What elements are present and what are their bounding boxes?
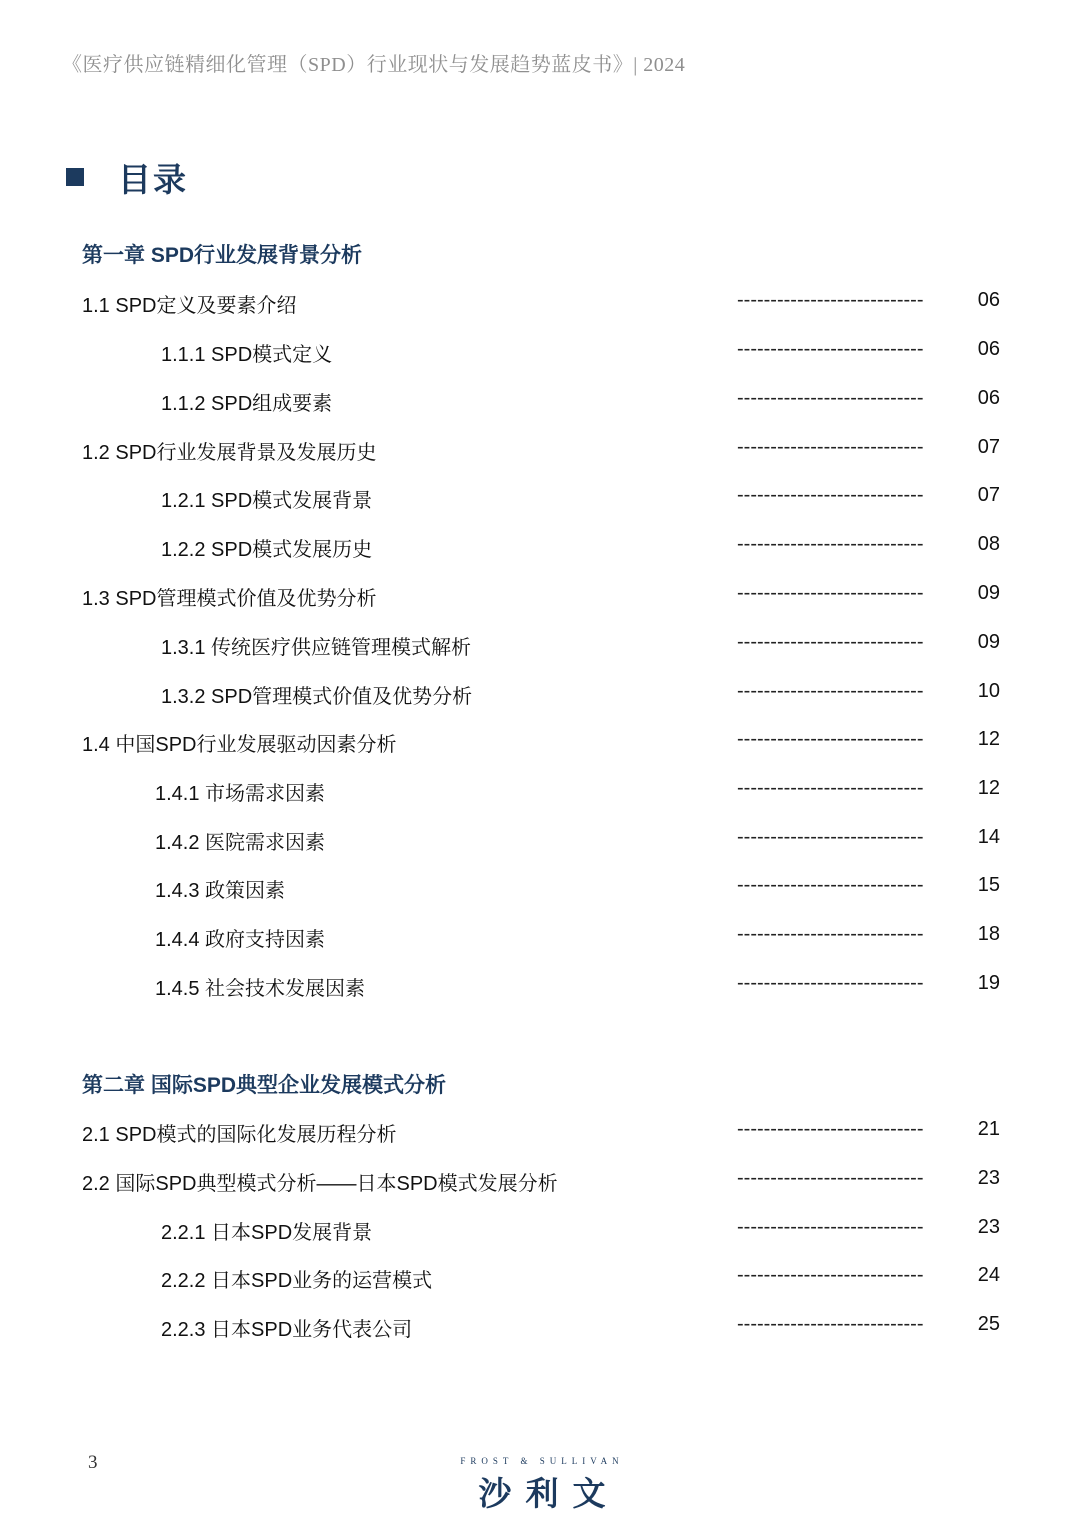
toc-entry[interactable]: [0, 1313, 1080, 1343]
toc-leader: ----------------------------: [737, 1118, 924, 1140]
toc-page-number: 07: [977, 436, 1000, 458]
toc-entry[interactable]: [0, 777, 1080, 807]
toc-leader: ----------------------------: [737, 874, 924, 896]
toc-page-number: 23: [977, 1167, 1000, 1189]
toc-leader: ----------------------------: [737, 533, 924, 555]
toc-entry[interactable]: [0, 1216, 1080, 1246]
toc-page-number: 25: [977, 1313, 1000, 1335]
toc-entry-label: 1.2.1 SPD模式发展背景: [161, 490, 373, 512]
toc-leader: ----------------------------: [737, 1313, 924, 1335]
toc-entry[interactable]: [0, 1264, 1080, 1294]
toc-leader: ----------------------------: [737, 436, 924, 458]
toc-entry-label: 2.2.3 日本SPD业务代表公司: [161, 1319, 413, 1341]
toc-entry[interactable]: [0, 484, 1080, 514]
toc-leader: ----------------------------: [737, 1264, 924, 1286]
logo-chinese-text: 沙利文: [478, 1475, 620, 1512]
toc-page-number: 12: [977, 777, 1000, 799]
toc-page-number: 21: [977, 1118, 1000, 1140]
toc-entry[interactable]: [0, 631, 1080, 661]
toc-page-number: 24: [977, 1264, 1000, 1286]
chapter-1-title[interactable]: 第一章 SPD行业发展背景分析: [82, 244, 363, 267]
toc-leader: ----------------------------: [737, 1216, 924, 1238]
toc-entry[interactable]: [0, 728, 1080, 758]
toc-leader: ----------------------------: [737, 289, 924, 311]
toc-page-number: 10: [977, 680, 1000, 702]
toc-entry-label: 1.2.2 SPD模式发展历史: [161, 539, 373, 561]
toc-entry-label: 1.1.2 SPD组成要素: [161, 393, 333, 415]
square-bullet-icon: [66, 168, 84, 186]
frost-sullivan-logo: [452, 1456, 632, 1515]
toc-entry[interactable]: [0, 972, 1080, 1002]
page-number: 3: [88, 1452, 98, 1473]
toc-entry[interactable]: [0, 874, 1080, 904]
toc-entry-label: 2.2 国际SPD典型模式分析——日本SPD模式发展分析: [82, 1173, 558, 1195]
toc-entry-label: 2.2.2 日本SPD业务的运营模式: [161, 1270, 433, 1292]
toc-entry[interactable]: [0, 436, 1080, 466]
toc-entry-label: 1.3.2 SPD管理模式价值及优势分析: [161, 686, 473, 708]
toc-entry-label: 1.1 SPD定义及要素介绍: [82, 295, 297, 317]
toc-page-number: 23: [977, 1216, 1000, 1238]
toc-heading: [66, 152, 188, 202]
toc-leader: ----------------------------: [737, 826, 924, 848]
toc-entry-label: 1.3.1 传统医疗供应链管理模式解析: [161, 637, 472, 659]
toc-entry[interactable]: [0, 582, 1080, 612]
toc-leader: ----------------------------: [737, 1167, 924, 1189]
toc-entry-label: 2.1 SPD模式的国际化发展历程分析: [82, 1124, 397, 1146]
toc-entry[interactable]: [0, 1118, 1080, 1148]
toc-entry[interactable]: [0, 338, 1080, 368]
toc-entry-label: 1.4 中国SPD行业发展驱动因素分析: [82, 734, 397, 756]
toc-page-number: 15: [977, 874, 1000, 896]
toc-entry[interactable]: [0, 923, 1080, 953]
toc-page-number: 18: [977, 923, 1000, 945]
toc-page-number: 09: [977, 582, 1000, 604]
toc-page-number: 06: [977, 387, 1000, 409]
toc-leader: ----------------------------: [737, 972, 924, 994]
toc-entry[interactable]: [0, 1167, 1080, 1197]
toc-leader: ----------------------------: [737, 631, 924, 653]
toc-page-number: 08: [977, 533, 1000, 555]
toc-entry-label: 1.4.3 政策因素: [155, 880, 286, 902]
toc-leader: ----------------------------: [737, 484, 924, 506]
toc-page-number: 12: [977, 728, 1000, 750]
toc-page-number: 06: [977, 338, 1000, 360]
toc-page-number: 07: [977, 484, 1000, 506]
toc-page-number: 19: [977, 972, 1000, 994]
toc-leader: ----------------------------: [737, 387, 924, 409]
toc-title: 目录: [118, 160, 188, 198]
chapter-2-title[interactable]: 第二章 国际SPD典型企业发展模式分析: [82, 1074, 447, 1097]
logo-english-text: FROST & SULLIVAN: [460, 1456, 624, 1466]
toc-entry-label: 2.2.1 日本SPD发展背景: [161, 1222, 373, 1244]
toc-entry-label: 1.1.1 SPD模式定义: [161, 344, 333, 366]
toc-leader: ----------------------------: [737, 680, 924, 702]
toc-entry[interactable]: [0, 826, 1080, 856]
toc-entry-label: 1.4.2 医院需求因素: [155, 832, 326, 854]
running-header: 《医疗供应链精细化管理（SPD）行业现状与发展趋势蓝皮书》| 2024: [62, 54, 686, 76]
toc-page-number: 09: [977, 631, 1000, 653]
toc-leader: ----------------------------: [737, 728, 924, 750]
toc-entry-label: 1.4.5 社会技术发展因素: [155, 978, 366, 1000]
toc-leader: ----------------------------: [737, 338, 924, 360]
toc-entry[interactable]: [0, 680, 1080, 710]
toc-leader: ----------------------------: [737, 582, 924, 604]
toc-page-number: 06: [977, 289, 1000, 311]
toc-entry[interactable]: [0, 289, 1080, 319]
toc-entry[interactable]: [0, 387, 1080, 417]
toc-entry[interactable]: [0, 533, 1080, 563]
toc-page-number: 14: [977, 826, 1000, 848]
toc-entry-label: 1.3 SPD管理模式价值及优势分析: [82, 588, 377, 610]
toc-leader: ----------------------------: [737, 777, 924, 799]
toc-entry-label: 1.2 SPD行业发展背景及发展历史: [82, 442, 377, 464]
toc-leader: ----------------------------: [737, 923, 924, 945]
toc-entry-label: 1.4.1 市场需求因素: [155, 783, 326, 805]
toc-entry-label: 1.4.4 政府支持因素: [155, 929, 326, 951]
